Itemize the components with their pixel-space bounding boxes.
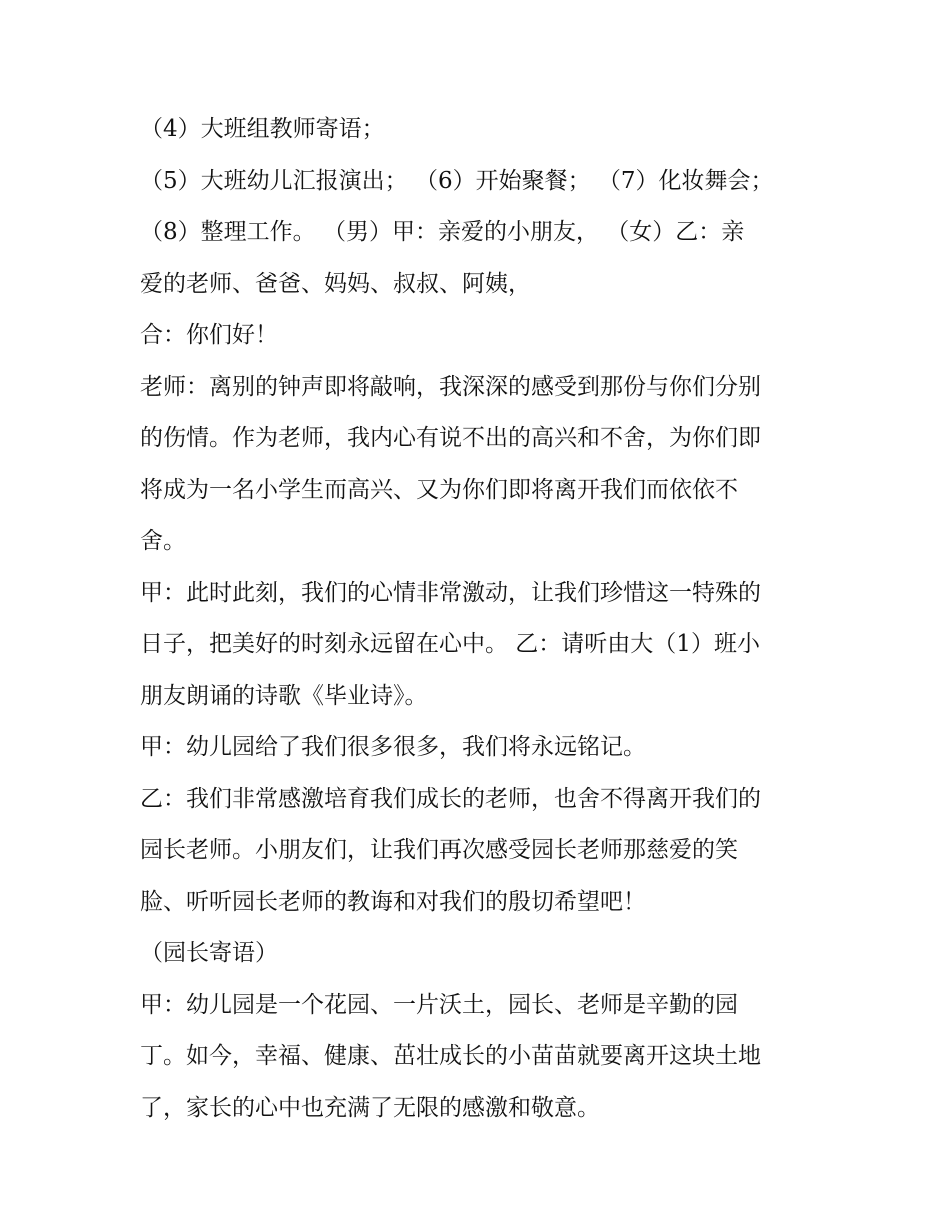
- text-line: 爱的老师、爸爸、妈妈、叔叔、阿姨，: [140, 270, 531, 297]
- text-line: 丁。如今，幸福、健康、茁壮成长的小苗苗就要离开这块土地: [140, 1043, 761, 1069]
- text-line: 园长老师。小朋友们，让我们再次感受园长老师那慈爱的笑: [140, 837, 738, 863]
- text-line: （5）大班幼儿汇报演出； （6）开始聚餐； （7）化妆舞会；: [140, 167, 774, 194]
- text-line: （8）整理工作。 （男）甲：亲爱的小朋友， （女）乙：亲: [140, 219, 745, 245]
- text-line: 将成为一名小学生而高兴、又为你们即将离开我们而依依不: [140, 476, 738, 503]
- text-line: 乙：我们非常感激培育我们成长的老师，也舍不得离开我们的: [140, 785, 761, 812]
- text-line: 朋友朗诵的诗歌《毕业诗》。: [140, 682, 428, 709]
- document-body: [140, 104, 820, 1134]
- text-line: 甲：幼儿园给了我们很多很多，我们将永远铭记。: [140, 734, 646, 760]
- text-line: 的伤情。作为老师，我内心有说不出的高兴和不舍，为你们即: [140, 425, 761, 451]
- text-line: 了，家长的心中也充满了无限的感激和敬意。: [140, 1094, 600, 1121]
- text-line: 老师：离别的钟声即将敲响，我深深的感受到那份与你们分别: [140, 373, 761, 400]
- text-line: 甲：幼儿园是一个花园、一片沃土，园长、老师是辛勤的园: [140, 991, 738, 1018]
- text-line: （4）大班组教师寄语；: [140, 116, 385, 142]
- text-line: （园长寄语）: [140, 940, 278, 966]
- text-line: 甲：此时此刻，我们的心情非常激动，让我们珍惜这一特殊的: [140, 579, 761, 606]
- text-line: 合：你们好！: [140, 322, 278, 348]
- text-line: 脸、听听园长老师的教诲和对我们的殷切希望吧！: [140, 888, 646, 915]
- text-line: 舍。: [140, 528, 186, 554]
- text-line: 日子，把美好的时刻永远留在心中。 乙：请听由大（1）班小: [140, 631, 760, 657]
